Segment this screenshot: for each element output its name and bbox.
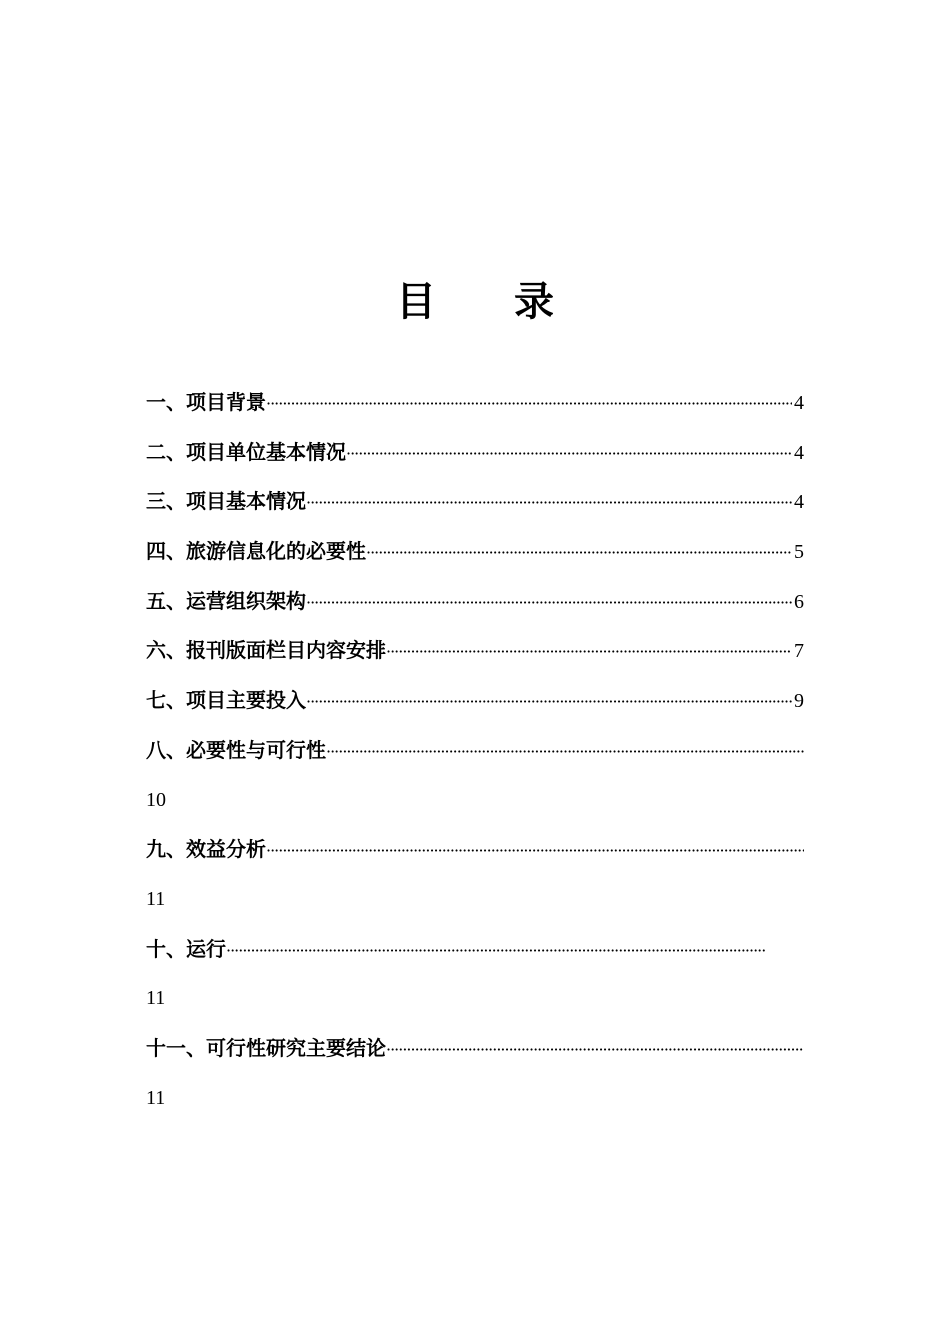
toc-entry[interactable]: [146, 378, 804, 428]
toc-entry[interactable]: [146, 925, 804, 975]
toc-entry-page: 7: [794, 640, 804, 663]
toc-entry-page: 4: [794, 392, 804, 414]
toc-entry-page: 11: [146, 987, 166, 1010]
toc-entry[interactable]: [146, 676, 804, 726]
toc-entry-page: 11: [146, 887, 166, 910]
toc-dot-leader: [306, 677, 792, 726]
toc-dot-leader: [326, 727, 804, 776]
toc-dot-leader: [266, 826, 804, 875]
toc-entry-label: 三、项目基本情况: [146, 489, 306, 514]
toc-entry[interactable]: [146, 577, 804, 627]
toc-title: 目录: [396, 279, 632, 325]
toc-entry[interactable]: [146, 626, 804, 676]
toc-dot-leader: [266, 379, 792, 428]
toc-entry-label: 五、运营组织架构: [146, 588, 306, 613]
toc-entry[interactable]: [146, 825, 804, 875]
toc-entry-page: 11: [146, 1086, 166, 1109]
toc-dot-leader: [306, 478, 792, 527]
toc-entry[interactable]: [146, 527, 804, 577]
toc-dot-leader: [366, 528, 792, 577]
toc-entry-label: 十一、可行性研究主要结论: [146, 1035, 386, 1060]
toc-entry-label: 四、旅游信息化的必要性: [146, 539, 366, 564]
toc-entry[interactable]: [146, 1024, 804, 1074]
toc-dot-leader: [346, 429, 792, 478]
toc-entry-page: 4: [794, 441, 804, 464]
toc-entry-page: 6: [794, 590, 804, 613]
toc-entry-label: 九、效益分析: [146, 837, 266, 862]
toc-entry-label: 六、报刊版面栏目内容安排: [146, 638, 386, 663]
toc-entry-page: 5: [794, 541, 804, 564]
toc-dot-leader: [226, 926, 804, 975]
toc-entry[interactable]: [146, 428, 804, 478]
toc-entry-label: 二、项目单位基本情况: [146, 439, 346, 464]
toc-entry-page: 9: [794, 690, 804, 713]
toc-entry-label: 十、运行: [146, 936, 226, 961]
toc-entry-page: 10: [146, 788, 166, 811]
toc-entry-label: 一、项目背景: [146, 390, 266, 414]
toc-dot-leader: [306, 578, 792, 627]
toc-entry-label: 八、必要性与可行性: [146, 737, 326, 762]
toc-dot-leader: [386, 1025, 804, 1074]
toc-entry[interactable]: [146, 726, 804, 776]
toc-entry[interactable]: [146, 477, 804, 527]
toc-entry-page: 4: [794, 491, 804, 514]
toc-dot-leader: [386, 627, 792, 676]
toc-list: [146, 378, 804, 1123]
toc-entry-label: 七、项目主要投入: [146, 688, 306, 713]
